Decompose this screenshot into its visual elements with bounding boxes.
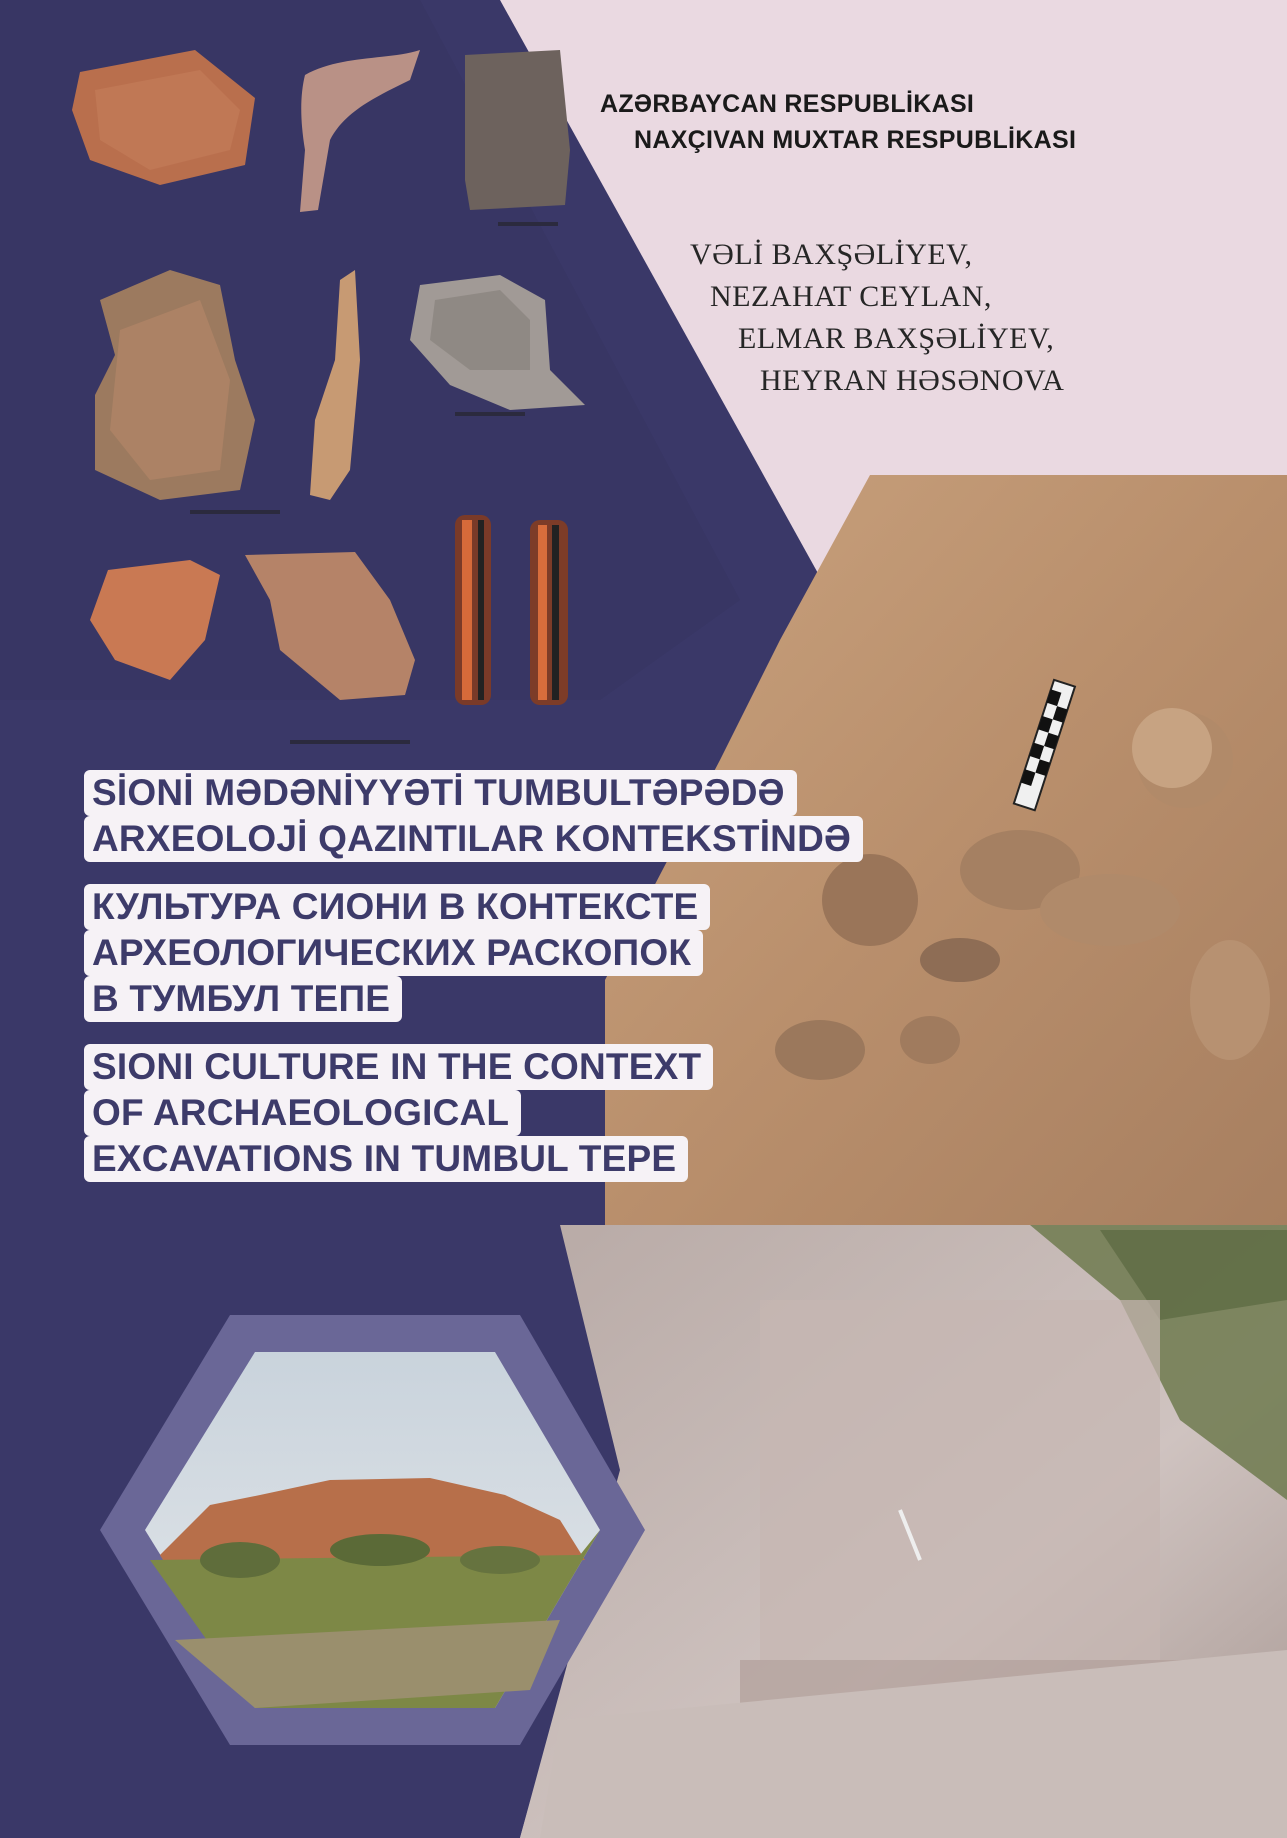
author-1: VƏLİ BAXŞƏLİYEV,	[690, 238, 973, 271]
author-4: HEYRAN HƏSƏNOVA	[760, 364, 1065, 397]
title-az-line-2: ARXEOLOJİ QAZINTILAR KONTEKSTİNDƏ	[84, 816, 863, 862]
author-2: NEZAHAT CEYLAN,	[710, 280, 992, 313]
title-en-line-3: EXCAVATIONS IN TUMBUL TEPE	[84, 1136, 688, 1182]
title-azerbaijani	[84, 770, 1044, 862]
title-en-line-1: SIONI CULTURE IN THE CONTEXT	[84, 1044, 713, 1090]
author-3: ELMAR BAXŞƏLİYEV,	[738, 322, 1055, 355]
title-ru-line-3: В ТУМБУЛ ТЕПЕ	[84, 976, 402, 1022]
publisher-header	[600, 86, 1240, 158]
scale-bar	[290, 740, 410, 744]
title-en-line-2: OF ARCHAEOLOGICAL	[84, 1090, 521, 1136]
title-az-line-1: SİONİ MƏDƏNİYYƏTİ TUMBULTƏPƏDƏ	[84, 770, 797, 816]
title-block	[84, 770, 1044, 1204]
title-english	[84, 1044, 1044, 1182]
scale-bar	[498, 222, 558, 226]
publisher-line-1: AZƏRBAYCAN RESPUBLİKASI	[600, 90, 975, 118]
title-russian	[84, 884, 1044, 1022]
scale-bar	[455, 412, 525, 416]
scale-bar	[190, 510, 280, 514]
publisher-line-2: NAXÇIVAN MUXTAR RESPUBLİKASI	[634, 126, 1077, 154]
title-ru-line-1: КУЛЬТУРА СИОНИ В КОНТЕКСТЕ	[84, 884, 710, 930]
title-ru-line-2: АРХЕОЛОГИЧЕСКИХ РАСКОПОК	[84, 930, 703, 976]
